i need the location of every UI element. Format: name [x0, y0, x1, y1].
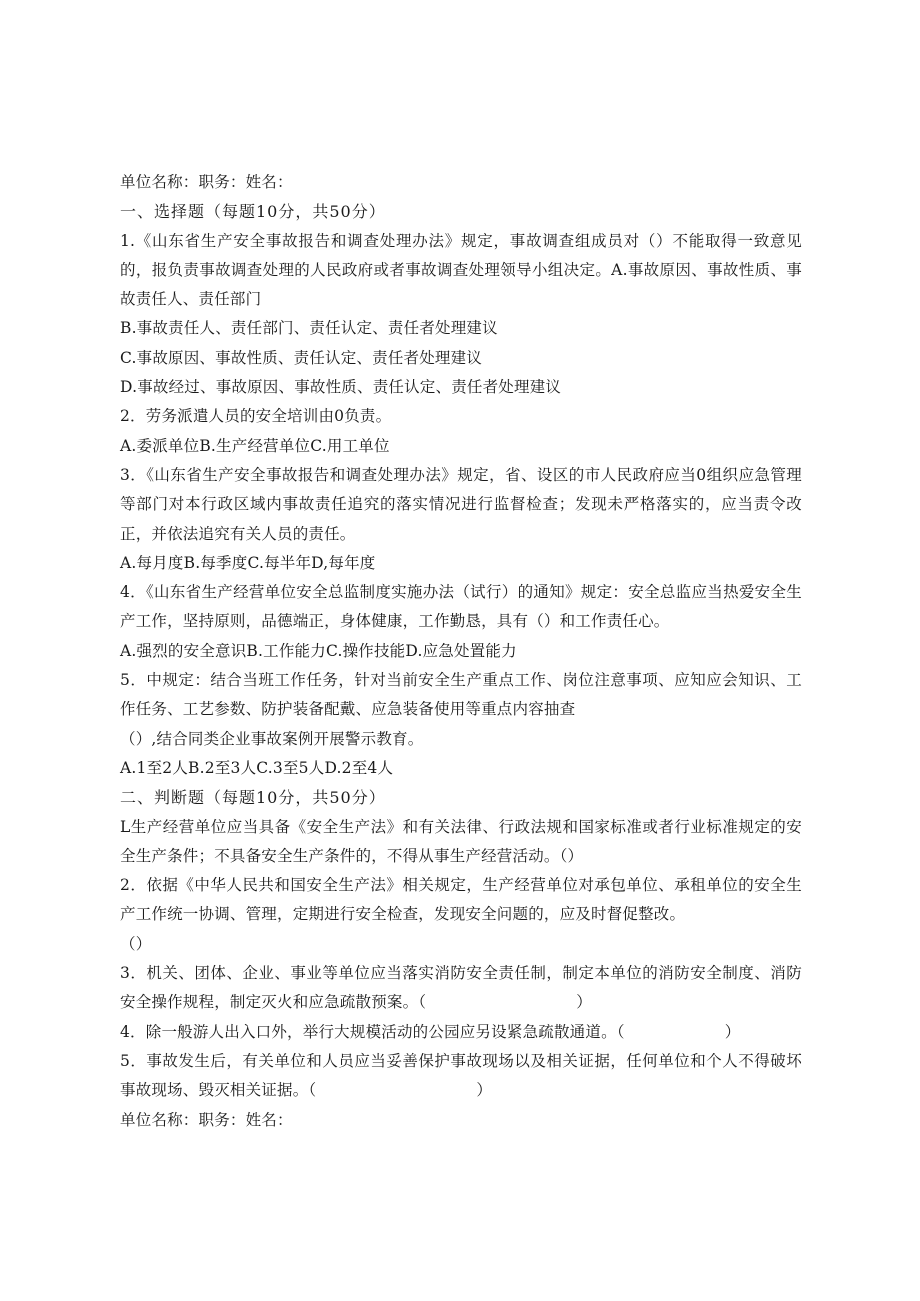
judgment-3-close-paren: ）: [576, 993, 592, 1012]
judgment-4: [120, 1018, 802, 1047]
judgment-2-answer-paren: （）: [120, 934, 152, 953]
footer-fields: 单位名称：职务：姓名：: [120, 1110, 293, 1129]
question-5-stem-continued: （）,结合同类企业事故案例开展警示教育。: [120, 729, 424, 748]
question-4-options: A.强烈的安全意识B.工作能力C.操作技能D.应急处置能力: [120, 641, 517, 660]
judgment-3-text: 3．机关、团体、企业、事业等单位应当落实消防安全责任制，制定本单位的消防安全制度、消防安全操作规程，制定灭火和应急疏散预案。（: [120, 964, 802, 1012]
document-page: [120, 168, 802, 1135]
section-heading-judgment: 二、判断题（每题10分，共50分）: [120, 788, 386, 808]
judgment-3: [120, 959, 802, 1018]
question-4-stem: 4．《山东省生产经营单位安全总监制度实施办法（试行）的通知》规定：安全总监应当热爱安全生产工作，坚持原则，品德端正，身体健康，工作勤恳，具有（）和工作责任心。: [120, 583, 802, 631]
question-5-options: A.1至2人B.2至3人C.3至5人D.2至4人: [120, 758, 394, 777]
question-2-options: A.委派单位B.生产经营单位C.用工单位: [120, 436, 390, 455]
judgment-4-close-paren: ）: [724, 1022, 741, 1041]
judgment-5: [120, 1047, 802, 1106]
judgment-4-text: 4．除一般游人出入口外，举行大规模活动的公园应另设紧急疏散通道。（: [120, 1022, 625, 1041]
judgment-2: 2．依据《中华人民共和国安全生产法》相关规定，生产经营单位对承包单位、承租单位的安全生产工作统一协调、管理，定期进行安全检查，发现安全问题的，应及时督促整改。: [120, 876, 802, 924]
header-fields: 单位名称：职务：姓名：: [120, 173, 293, 191]
question-3-stem: 3．《山东省生产安全事故报告和调查处理办法》规定，省、设区的市人民政府应当0组织应急管理等部门对本行政区域内事故责任追究的落实情况进行监督检查；发现未严格落实的，应当责令改正，并依法追究有关人员的责任。: [120, 465, 802, 543]
section-heading-choice: 一、选择题（每题10分，共50分）: [120, 202, 386, 222]
judgment-1: L生产经营单位应当具备《安全生产法》和有关法律、行政法规和国家标准或者行业标准规定的安全生产条件；不具备安全生产条件的，不得从事生产经营活动。（）: [120, 817, 802, 865]
judgment-5-text: 5．事故发生后，有关单位和人员应当妥善保护事故现场以及相关证据，任何单位和个人不得破坏事故现场、毁灭相关证据。（: [120, 1051, 802, 1100]
question-2-stem: 2．劳务派遣人员的安全培训由0负责。: [120, 407, 392, 426]
question-1-option-b: B.事故责任人、责任部门、责任认定、责任者处理建议: [120, 319, 498, 338]
question-3-options: A.每月度B.每季度C.每半年D,每年度: [120, 553, 376, 572]
question-1-stem: 1.《山东省生产安全事故报告和调查处理办法》规定，事故调查组成员对（）不能取得一致意见的，报负责事故调查处理的人民政府或者事故调查处理领导小组决定。A.事故原因、事故性质、事故责任人、责任部门: [120, 231, 802, 309]
judgment-5-close-paren: ）: [476, 1081, 493, 1100]
question-1-option-c: C.事故原因、事故性质、责任认定、责任者处理建议: [120, 348, 483, 367]
question-5-stem: 5．中规定：结合当班工作任务，针对当前安全生产重点工作、岗位注意事项、应知应会知识、工作任务、工艺参数、防护装备配戴、应急装备使用等重点内容抽查: [120, 671, 802, 719]
question-1-option-d: D.事故经过、事故原因、事故性质、责任认定、责任者处理建议: [120, 378, 562, 397]
